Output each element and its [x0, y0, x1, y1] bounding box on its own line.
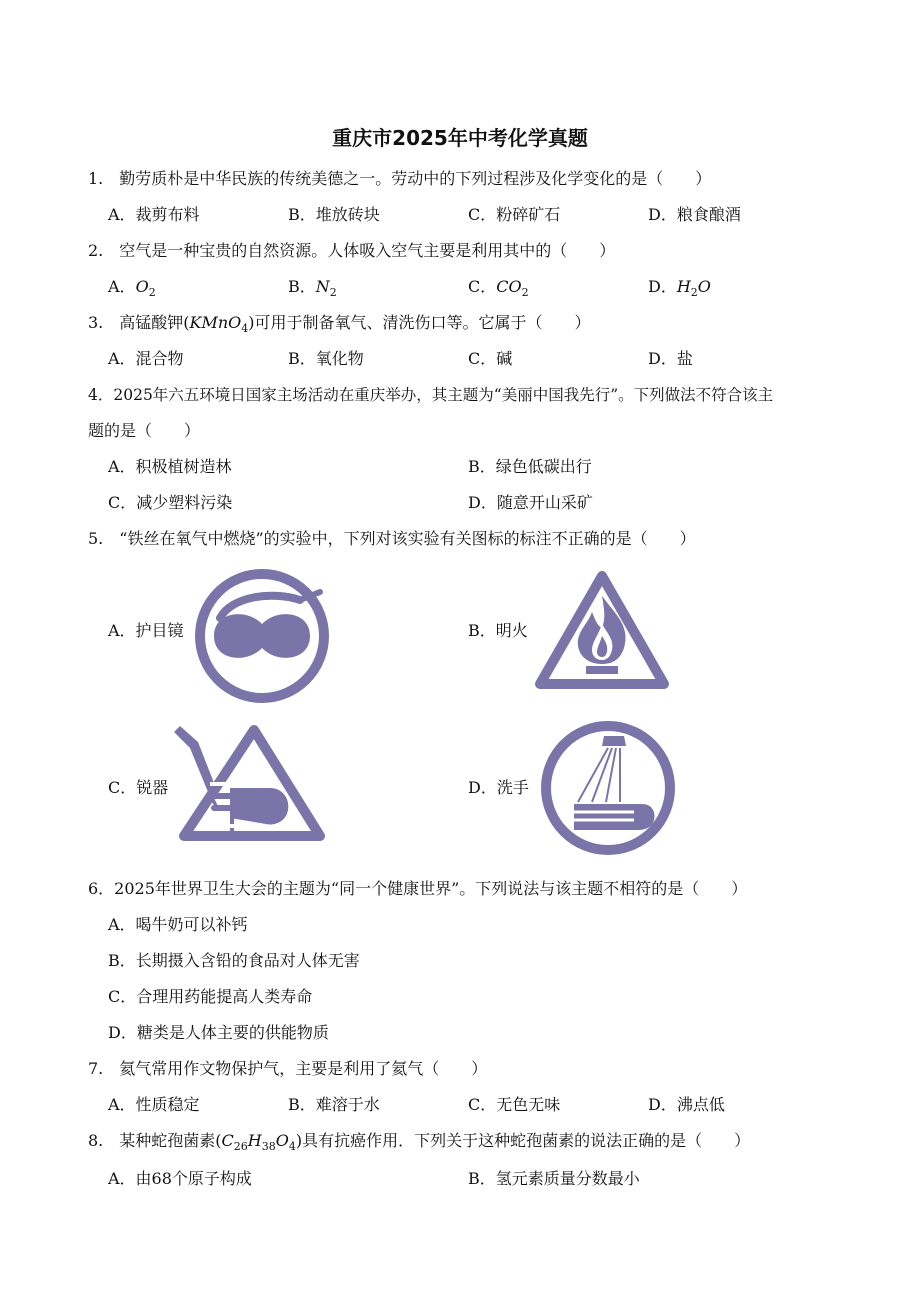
question-2-option-a: A．$O_2$ — [108, 277, 156, 300]
question-6-option-c: C．合理用药能提高人类寿命 — [108, 987, 313, 1006]
question-4-option-d: D．随意开山采矿 — [468, 493, 593, 512]
question-4-stem-line-2: 题的是（ ） — [88, 421, 201, 440]
question-5-stem: 5. “铁丝在氧气中燃烧”的实验中，下列对该实验有关图标的标注不正确的是（ ） — [88, 529, 696, 548]
question-6-option-b: B．长期摄入含铅的食品对人体无害 — [108, 951, 360, 970]
goggles-icon — [192, 566, 332, 706]
question-3-option-d: D．盐 — [648, 349, 693, 368]
question-6-option-a: A．喝牛奶可以补钙 — [108, 915, 248, 934]
question-2-option-d: D．$H_2O$ — [648, 277, 711, 300]
question-7-option-a: A．性质稳定 — [108, 1095, 200, 1114]
sharp-object-icon — [170, 718, 330, 848]
question-3-option-a: A．混合物 — [108, 349, 184, 368]
question-1-option-a: A．裁剪布料 — [108, 205, 200, 224]
question-1-option-c: C．粉碎矿石 — [468, 205, 561, 224]
question-4-option-c: C．减少塑料污染 — [108, 493, 233, 512]
question-7-option-b: B．难溶于水 — [288, 1095, 380, 1114]
question-6-stem: 6．2025年世界卫生大会的主题为“同一个健康世界”。下列说法与该主题不相符的是（ ） — [88, 879, 748, 898]
question-7-stem: 7. 氦气常用作文物保护气，主要是利用了氦气（ ） — [88, 1059, 488, 1078]
question-1-stem: 1. 勤劳质朴是中华民族的传统美德之一。劳动中的下列过程涉及化学变化的是（ ） — [88, 169, 712, 188]
question-4-option-a: A．积极植树造林 — [108, 457, 232, 476]
question-3-option-c: C．碱 — [468, 349, 513, 368]
question-5-option-d: D．洗手 — [468, 778, 529, 797]
question-5-option-a: A．护目镜 — [108, 621, 184, 640]
question-8-stem: 8. 某种蛇孢菌素$(C_{26}H_{38}O_4)$具有抗癌作用．下列关于这种蛇孢菌素的说法正确的是（ ） — [88, 1131, 751, 1154]
question-2-option-b: B．$N_2$ — [288, 277, 337, 300]
question-5-option-b: B．明火 — [468, 621, 528, 640]
open-flame-icon — [532, 566, 672, 696]
hand-washing-icon — [538, 718, 678, 858]
question-7-option-d: D．沸点低 — [648, 1095, 725, 1114]
question-3-stem: 3. 高锰酸钾(KMnO$_4$)可用于制备氧气、清洗伤口等。它属于（ ） — [88, 313, 591, 336]
question-2-stem: 2. 空气是一种宝贵的自然资源。人体吸入空气主要是利用其中的（ ） — [88, 241, 616, 260]
question-1-option-b: B．堆放砖块 — [288, 205, 380, 224]
question-2-option-c: C．$CO_2$ — [468, 277, 529, 300]
question-4-stem-line-1: 4．2025年六五环境日国家主场活动在重庆举办，其主题为“美丽中国我先行”。下列做法不符合该主 — [88, 386, 774, 404]
question-8-option-b: B．氢元素质量分数最小 — [468, 1169, 640, 1188]
question-8-option-a: A．由68个原子构成 — [108, 1169, 252, 1188]
question-4-option-b: B．绿色低碳出行 — [468, 457, 592, 476]
question-5-option-c: C．锐器 — [108, 778, 169, 797]
question-7-option-c: C．无色无味 — [468, 1095, 561, 1114]
question-6-option-d: D．糖类是人体主要的供能物质 — [108, 1023, 329, 1042]
question-3-option-b: B．氧化物 — [288, 349, 364, 368]
question-1-option-d: D．粮食酿酒 — [648, 205, 741, 224]
page-title: 重庆市2025年中考化学真题 — [332, 126, 588, 150]
